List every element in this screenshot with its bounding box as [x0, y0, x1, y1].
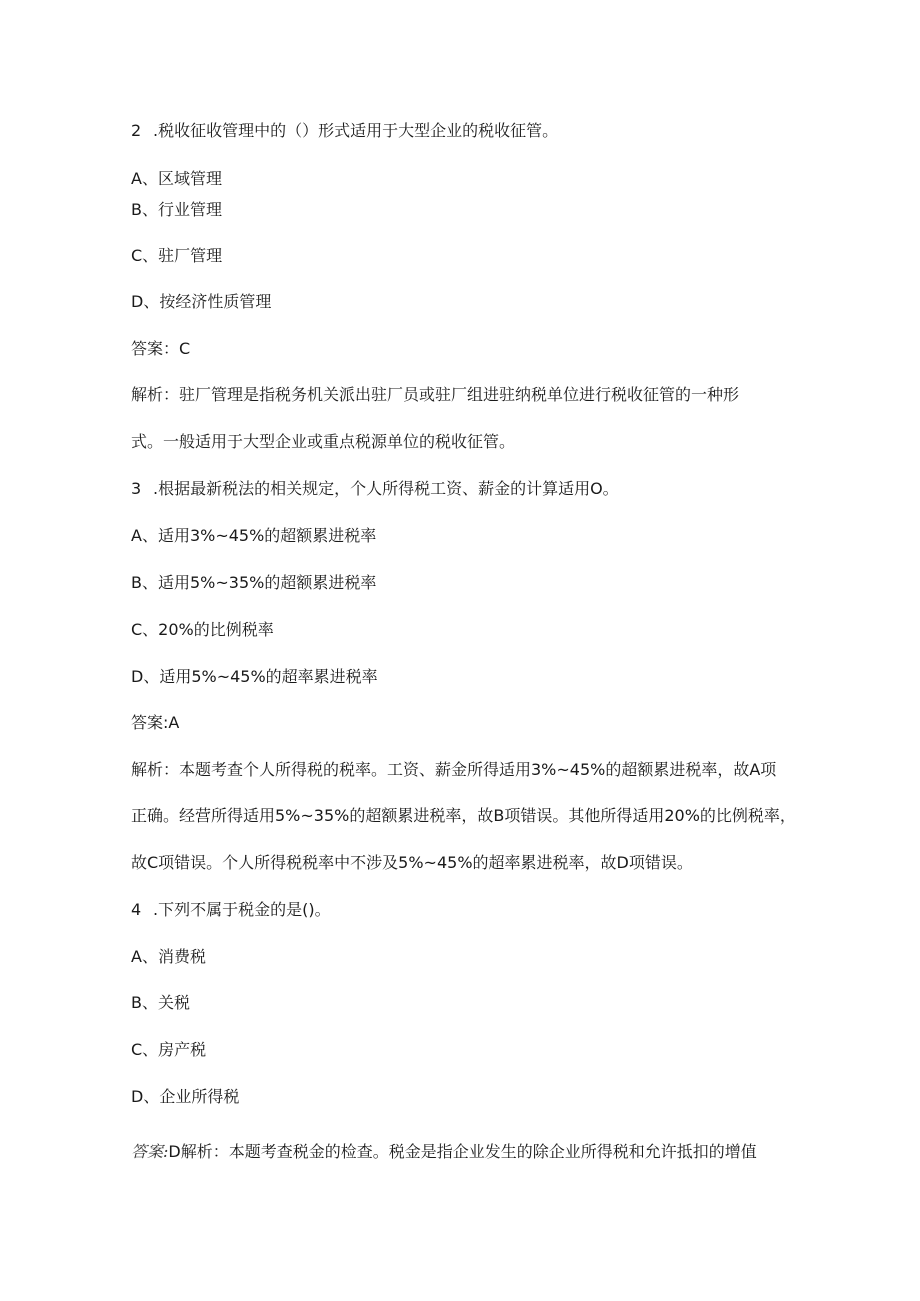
- question-2-stem: [131, 120, 558, 142]
- question-number: 3: [131, 479, 142, 498]
- question-2-analysis-line-2: 式。一般适用于大型企业或重点税源单位的税收征管。: [131, 432, 516, 451]
- question-3-option-c: C、20%的比例税率: [131, 620, 274, 639]
- question-number: 4: [131, 900, 142, 919]
- question-2-analysis-line-1: 解析：驻厂管理是指税务机关派出驻厂员或驻厂组进驻纳税单位进行税收征管的一种形: [131, 385, 740, 404]
- question-2-answer: 答案：C: [131, 339, 191, 358]
- question-text: .下列不属于税金的是()。: [153, 900, 331, 919]
- question-3-analysis-line-3: 故C项错误。个人所得税税率中不涉及5%~45%的超率累进税率，故D项错误。: [131, 853, 693, 872]
- question-3-stem: [131, 478, 619, 500]
- question-3-option-a: A、适用3%~45%的超额累进税率: [131, 526, 377, 545]
- question-4-answer-analysis: [131, 1141, 757, 1163]
- question-text: .税收征收管理中的（）形式适用于大型企业的税收征管。: [153, 121, 559, 140]
- question-3-option-b: B、适用5%~35%的超额累进税率: [131, 573, 377, 592]
- question-2-option-d: D、按经济性质管理: [131, 292, 272, 311]
- question-3-analysis-line-2: 正确。经营所得适用5%~35%的超额累进税率，故B项错误。其他所得适用20%的比例税率，: [131, 806, 796, 825]
- question-text: .根据最新税法的相关规定，个人所得税工资、薪金的计算适用O。: [153, 479, 619, 498]
- question-4-option-c: C、房产税: [131, 1040, 207, 1059]
- question-2-option-a: A、区域管理: [131, 169, 222, 188]
- question-4-option-a: A、消费税: [131, 947, 206, 966]
- question-4-stem: [131, 899, 331, 921]
- question-3-analysis-line-1: 解析：本题考查个人所得税的税率。工资、薪金所得适用3%~45%的超额累进税率，故A项: [131, 760, 777, 779]
- answer-analysis-text: D解析：本题考查税金的检查。税金是指企业发生的除企业所得税和允许抵扣的增值: [168, 1142, 757, 1161]
- question-number: 2: [131, 121, 142, 140]
- answer-label: 答案:: [131, 1142, 169, 1161]
- question-4-option-d: D、企业所得税: [131, 1087, 240, 1106]
- question-2-option-c: C、驻厂管理: [131, 246, 223, 265]
- question-2-option-b: B、行业管理: [131, 200, 222, 219]
- question-3-option-d: D、适用5%~45%的超率累进税率: [131, 667, 378, 686]
- question-4-option-b: B、关税: [131, 993, 190, 1012]
- question-3-answer: 答案:A: [131, 713, 180, 732]
